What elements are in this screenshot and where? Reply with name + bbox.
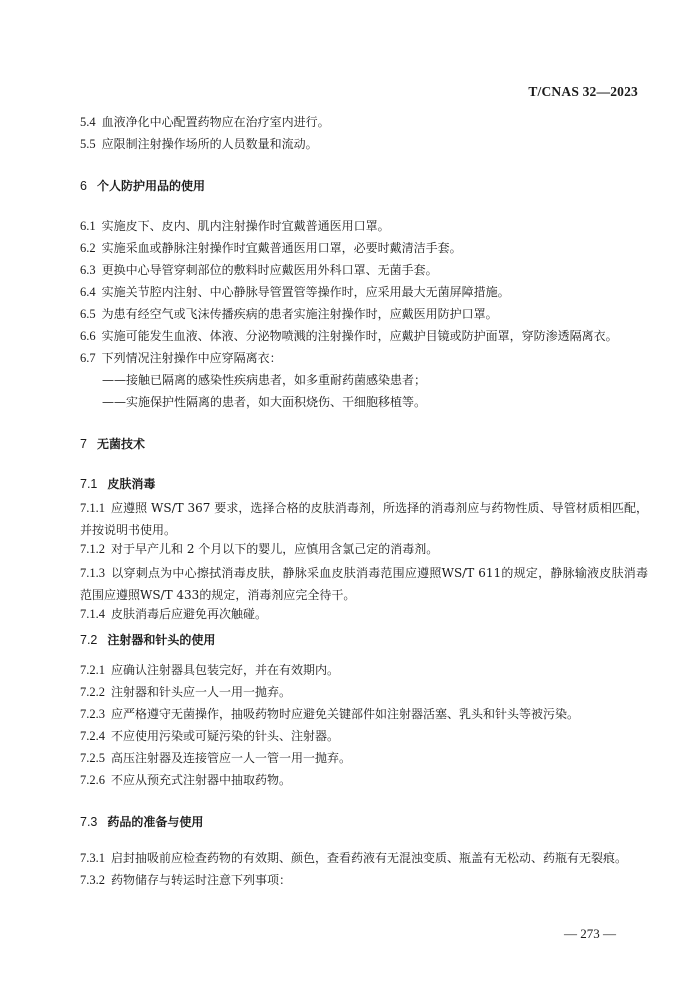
clause-text: 应限制注射操作场所的人员数量和流动。: [101, 137, 318, 151]
standard-number: T/CNAS 32—2023: [528, 84, 638, 99]
clause-line: [80, 850, 627, 866]
clause-line: [80, 218, 390, 234]
clause-line: [80, 284, 510, 300]
clause-text: 实施可能发生血液、体液、分泌物喷溅的注射操作时，应戴护目镜或防护面罩，穿防渗透隔离衣。: [101, 329, 618, 343]
clause-number: 7.2.2: [80, 685, 105, 699]
clause-number: 7.1.3: [80, 566, 105, 580]
clause-line: [80, 394, 426, 410]
clause-number: 7.3.2: [80, 873, 105, 887]
clause-text: 药物储存与转运时注意下列事项：: [111, 873, 292, 887]
page-number: — 273 —: [564, 926, 616, 941]
clause-text: ——接触已隔离的感染性疾病患者，如多重耐药菌感染患者；: [102, 373, 427, 387]
clause-text: 以穿刺点为中心擦拭消毒皮肤，静脉采血皮肤消毒范围应遵照WS/T 611的规定，静脉输液皮肤消毒范围应遵照WS/T 433的规定，消毒剂应完全待干。: [80, 566, 648, 602]
clause-number: 7.1: [80, 477, 98, 491]
clause-line: [80, 350, 282, 366]
clause-number: 5.4: [80, 115, 96, 129]
clause-line: [80, 240, 462, 256]
clause-line: [80, 497, 648, 541]
clause-number: 7.1.2: [80, 542, 105, 556]
clause-text: 皮肤消毒后应避免再次触碰。: [111, 607, 268, 621]
clause-number: 6: [80, 179, 87, 193]
clause-text: 无菌技术: [96, 437, 145, 451]
clause-line: [80, 728, 339, 744]
clause-text: 药品的准备与使用: [107, 815, 204, 829]
section-heading: [80, 178, 205, 194]
clause-text: 注射器和针头的使用: [107, 633, 216, 647]
clause-number: 6.1: [80, 219, 96, 233]
clause-text: 实施采血或静脉注射操作时宜戴普通医用口罩，必要时戴清洁手套。: [101, 241, 462, 255]
clause-number: 6.4: [80, 285, 96, 299]
clause-text: 更换中心导管穿刺部位的敷料时应戴医用外科口罩、无菌手套。: [101, 263, 438, 277]
clause-number: 7.2.5: [80, 751, 105, 765]
clause-line: [80, 306, 498, 322]
section-heading: [80, 814, 203, 830]
clause-text: 个人防护用品的使用: [96, 179, 205, 193]
clause-line: [80, 328, 618, 344]
clause-text: 实施皮下、皮内、肌内注射操作时宜戴普通医用口罩。: [101, 219, 390, 233]
clause-line: [80, 136, 318, 152]
clause-text: 血液净化中心配置药物应在治疗室内进行。: [101, 115, 330, 129]
clause-line: [80, 772, 291, 788]
clause-text: 实施关节腔内注射、中心静脉导管置管等操作时，应采用最大无菌屏障措施。: [101, 285, 510, 299]
clause-text: 应遵照 WS/T 367 要求，选择合格的皮肤消毒剂，所选择的消毒剂应与药物性质、导管材质相匹配，并按说明书使用。: [80, 501, 648, 537]
clause-text: 对于早产儿和 2 个月以下的婴儿，应慎用含氯己定的消毒剂。: [111, 542, 439, 556]
clause-number: 6.3: [80, 263, 96, 277]
clause-text: 不应使用污染或可疑污染的针头、注射器。: [111, 729, 340, 743]
clause-text: 皮肤消毒: [107, 477, 156, 491]
clause-number: 6.2: [80, 241, 96, 255]
clause-number: 7.2.1: [80, 663, 105, 677]
clause-number: 7.2.6: [80, 773, 105, 787]
clause-text: ——实施保护性隔离的患者，如大面积烧伤、干细胞移植等。: [102, 395, 427, 409]
clause-number: 7.1.1: [80, 501, 105, 515]
clause-number: 6.6: [80, 329, 96, 343]
clause-number: 7.1.4: [80, 607, 105, 621]
clause-line: [80, 662, 339, 678]
clause-line: [80, 541, 438, 557]
clause-number: 7.3: [80, 815, 98, 829]
clause-number: 6.5: [80, 307, 96, 321]
clause-line: [80, 872, 291, 888]
clause-text: 应严格遵守无菌操作，抽吸药物时应避免关键部件如注射器活塞、乳头和针头等被污染。: [111, 707, 580, 721]
clause-number: 7: [80, 437, 87, 451]
clause-number: 7.2.4: [80, 729, 105, 743]
clause-number: 7.2.3: [80, 707, 105, 721]
clause-number: 7.2: [80, 633, 98, 647]
clause-number: 6.7: [80, 351, 96, 365]
clause-line: [80, 372, 426, 388]
clause-number: 5.5: [80, 137, 96, 151]
clause-line: [80, 606, 267, 622]
clause-text: 下列情况注射操作中应穿隔离衣：: [101, 351, 282, 365]
clause-line: [80, 262, 438, 278]
section-heading: [80, 436, 145, 452]
clause-text: 应确认注射器具包装完好，并在有效期内。: [111, 663, 340, 677]
clause-text: 为患有经空气或飞沫传播疾病的患者实施注射操作时，应戴医用防护口罩。: [101, 307, 498, 321]
clause-line: [80, 706, 579, 722]
clause-text: 高压注射器及连接管应一人一管一用一抛弃。: [111, 751, 352, 765]
clause-line: [80, 114, 330, 130]
clause-line: [80, 684, 291, 700]
section-heading: [80, 632, 215, 648]
clause-text: 不应从预充式注射器中抽取药物。: [111, 773, 292, 787]
clause-line: [80, 750, 351, 766]
clause-text: 启封抽吸前应检查药物的有效期、颜色，查看药液有无混浊变质、瓶盖有无松动、药瓶有无裂痕。: [111, 851, 628, 865]
clause-text: 注射器和针头应一人一用一抛弃。: [111, 685, 292, 699]
clause-number: 7.3.1: [80, 851, 105, 865]
clause-line: [80, 562, 648, 606]
section-heading: [80, 476, 155, 492]
